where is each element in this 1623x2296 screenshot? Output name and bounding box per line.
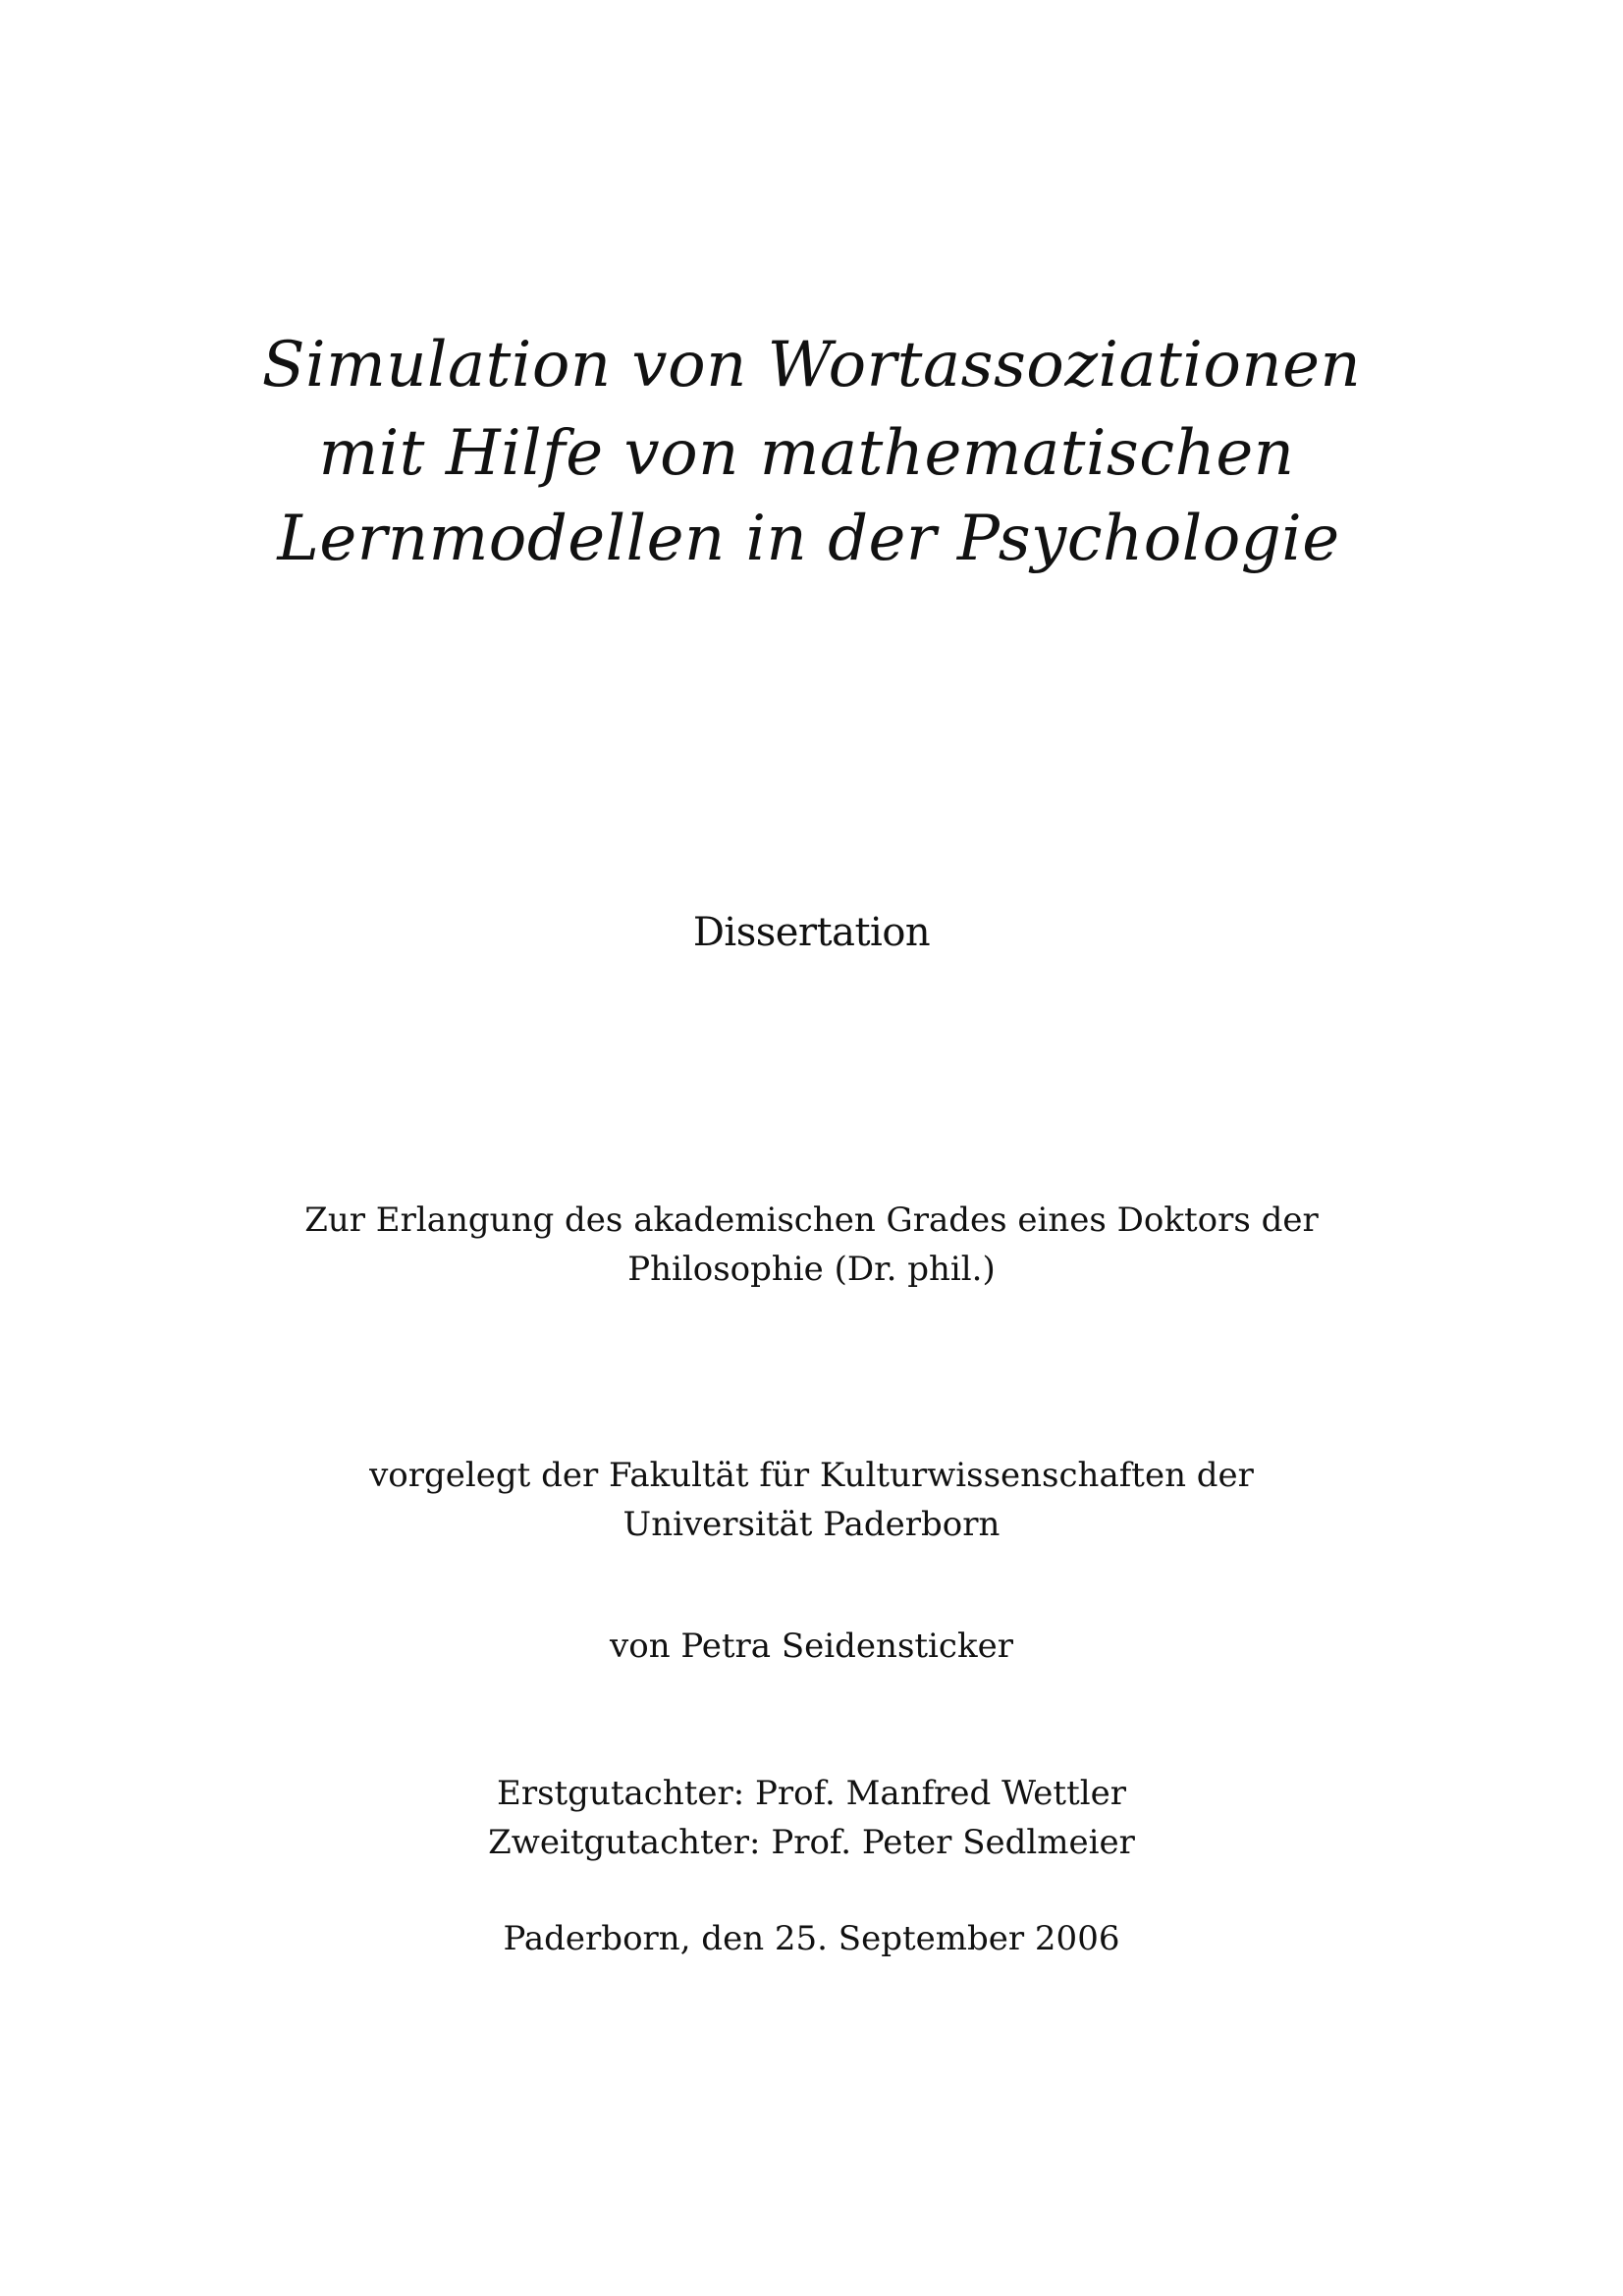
degree-line-1: Zur Erlangung des akademischen Grades eines Doktors der bbox=[304, 1201, 1319, 1240]
thesis-title-line-2: mit Hilfe von mathematischen bbox=[318, 417, 1295, 490]
faculty-line-1: vorgelegt der Fakultät für Kulturwissenschaften der bbox=[369, 1456, 1254, 1495]
first-reviewer: Erstgutachter: Prof. Manfred Wettler bbox=[497, 1774, 1126, 1813]
thesis-title-line-1: Simulation von Wortassoziationen bbox=[261, 329, 1362, 401]
thesis-title-line-3: Lernmodellen in der Psychologie bbox=[277, 503, 1340, 575]
degree-line-2: Philosophie (Dr. phil.) bbox=[627, 1250, 996, 1289]
place-and-date: Paderborn, den 25. September 2006 bbox=[503, 1919, 1120, 1958]
author-line: von Petra Seidensticker bbox=[610, 1627, 1013, 1666]
second-reviewer: Zweitgutachter: Prof. Peter Sedlmeier bbox=[488, 1823, 1135, 1862]
faculty-line-2: Universität Paderborn bbox=[622, 1505, 1001, 1544]
document-type: Dissertation bbox=[692, 910, 931, 955]
